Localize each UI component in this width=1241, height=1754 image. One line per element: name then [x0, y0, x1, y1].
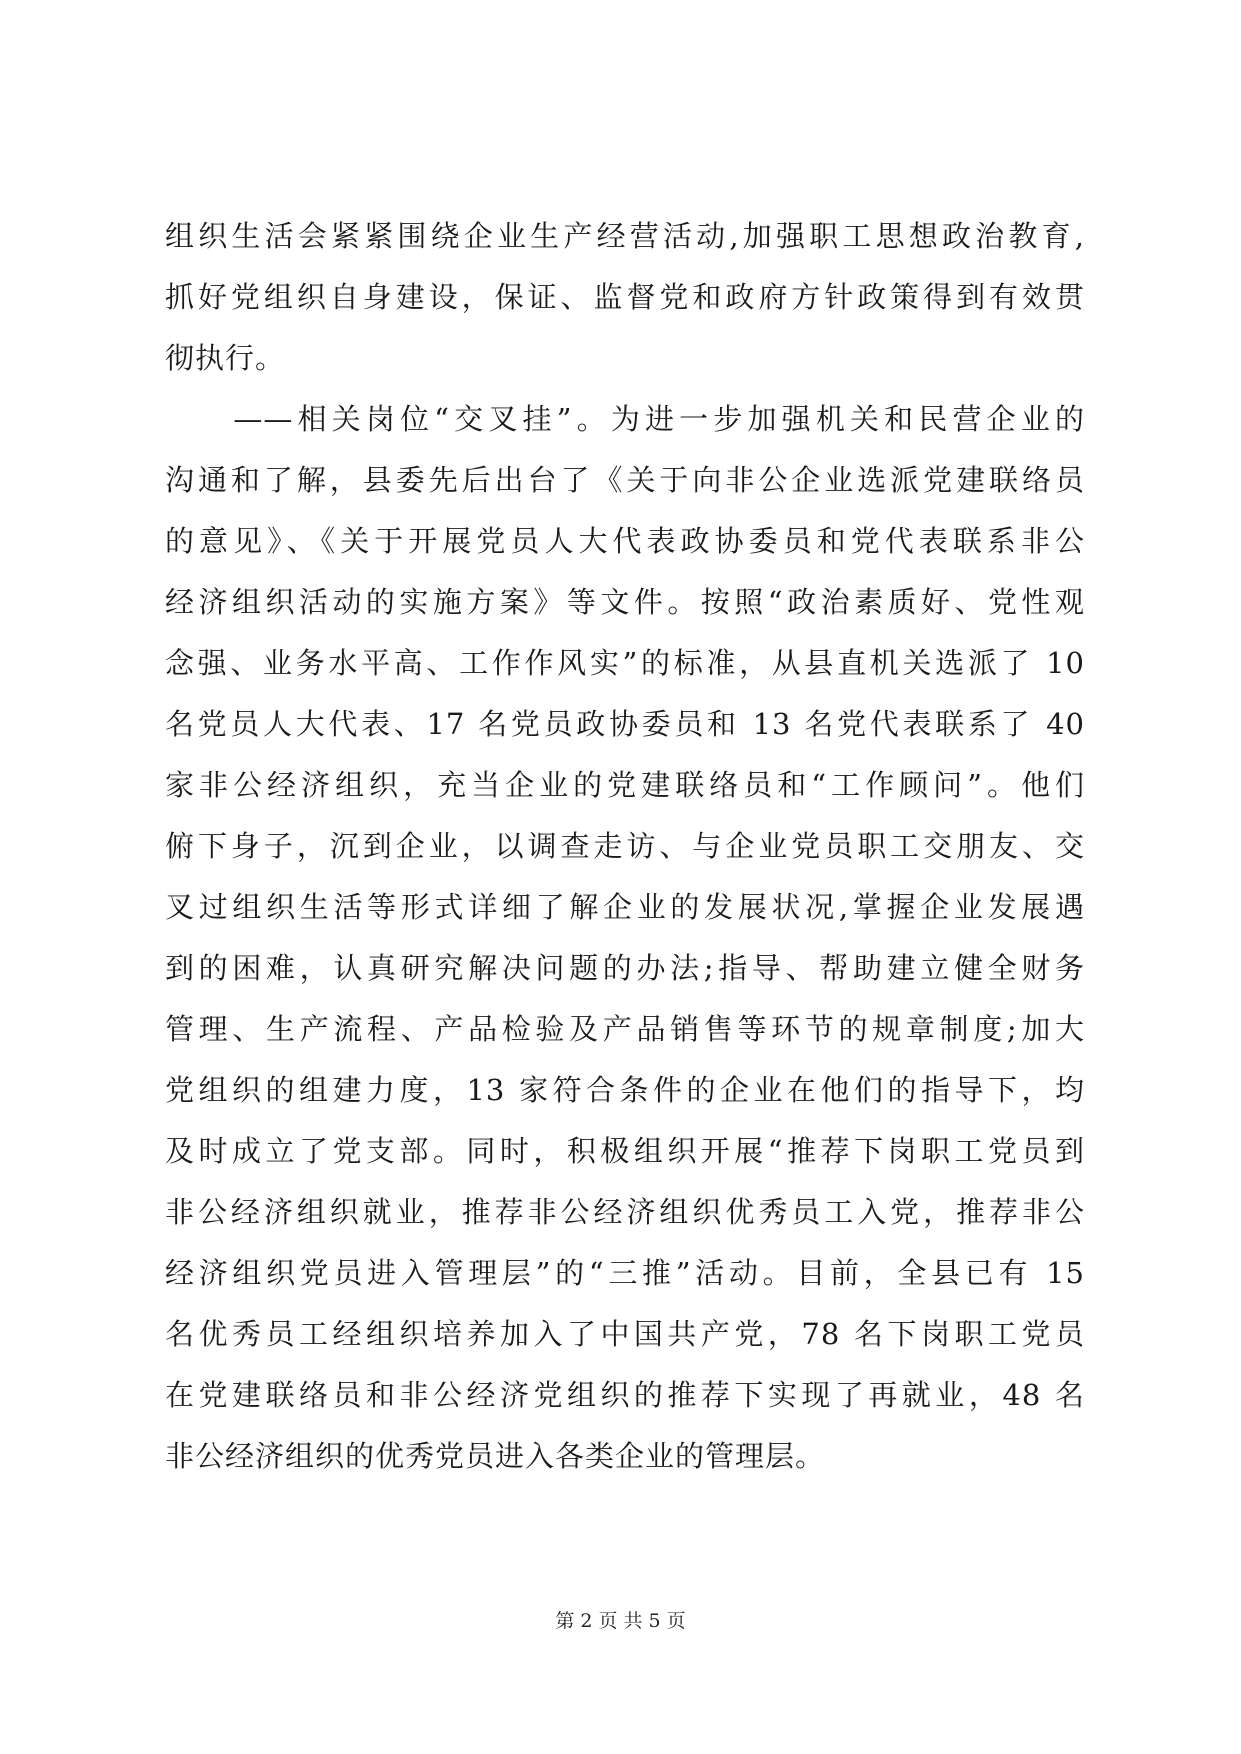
- text-line: 经济组织活动的实施方案》等文件。按照“政治素质好、党性观: [165, 585, 1085, 619]
- text-line: 彻执行。: [165, 341, 286, 375]
- text-line: 俯下身子，沉到企业，以调查走访、与企业党员职工交朋友、交: [165, 829, 1085, 863]
- text-line: 叉过组织生活等形式详细了解企业的发展状况,掌握企业发展遇: [165, 890, 1085, 924]
- text-line: 家非公经济组织，充当企业的党建联络员和“工作顾问”。他们: [165, 768, 1085, 802]
- text-line: 及时成立了党支部。同时，积极组织开展“推荐下岗职工党员到: [165, 1134, 1085, 1168]
- text-line: 名优秀员工经组织培养加入了中国共产党，78 名下岗职工党员: [165, 1317, 1085, 1351]
- text-line: 党组织的组建力度，13 家符合条件的企业在他们的指导下，均: [165, 1073, 1085, 1107]
- page-footer: 第 2 页 共 5 页: [555, 1610, 686, 1632]
- text-line: 名党员人大代表、17 名党员政协委员和 13 名党代表联系了 40: [165, 707, 1085, 741]
- text-line: 组织生活会紧紧围绕企业生产经营活动,加强职工思想政治教育,: [165, 219, 1085, 253]
- text-line: 念强、业务水平高、工作作风实”的标准，从县直机关选派了 10: [165, 646, 1085, 680]
- text-line: 到的困难，认真研究解决问题的办法;指导、帮助建立健全财务: [165, 951, 1085, 985]
- text-line: ——相关岗位“交叉挂”。为进一步加强机关和民营企业的: [165, 402, 1085, 436]
- text-line: 沟通和了解，县委先后出台了《关于向非公企业选派党建联络员: [165, 463, 1085, 497]
- body-text: [165, 206, 1085, 1487]
- text-line: 管理、生产流程、产品检验及产品销售等环节的规章制度;加大: [165, 1012, 1085, 1046]
- text-line: 经济组织党员进入管理层”的“三推”活动。目前，全县已有 15: [165, 1256, 1085, 1290]
- text-line: 在党建联络员和非公经济党组织的推荐下实现了再就业，48 名: [165, 1378, 1085, 1412]
- text-line: 抓好党组织自身建设，保证、监督党和政府方针政策得到有效贯: [165, 280, 1085, 314]
- text-line: 非公经济组织就业，推荐非公经济组织优秀员工入党，推荐非公: [165, 1195, 1085, 1229]
- text-line: 的意见》、《关于开展党员人大代表政协委员和党代表联系非公: [165, 524, 1085, 558]
- text-line: 非公经济组织的优秀党员进入各类企业的管理层。: [165, 1439, 826, 1473]
